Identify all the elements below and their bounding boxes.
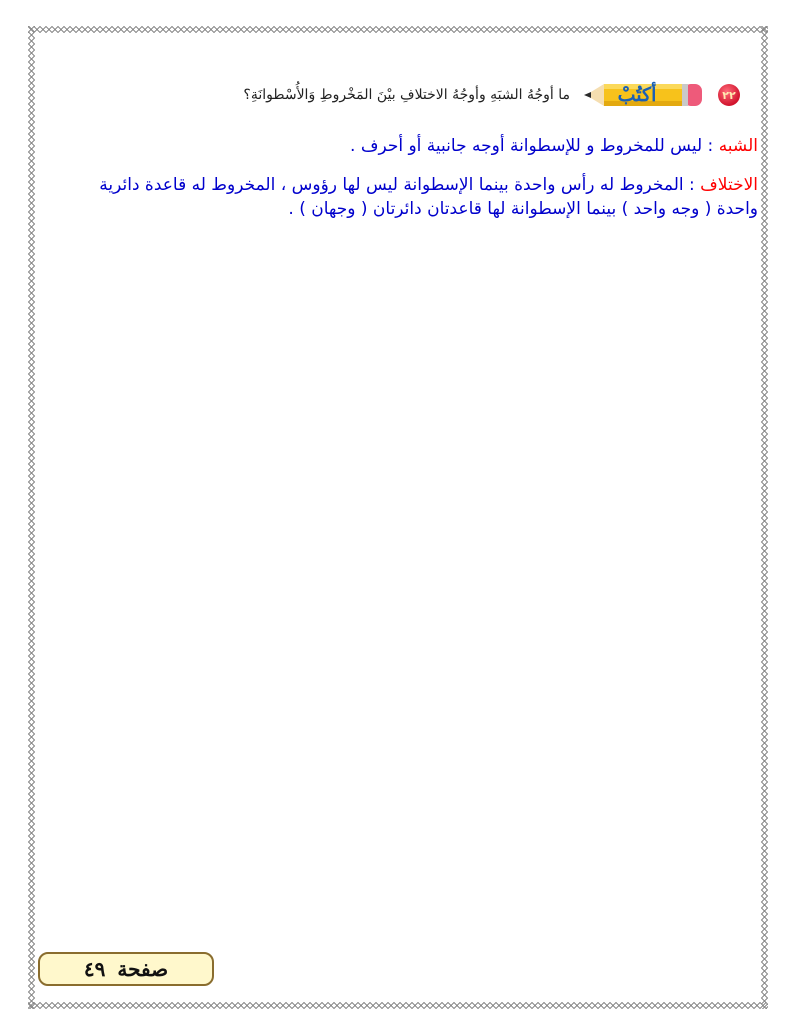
similarity-text: : ليس للمخروط و للإسطوانة أوجه جانبية أو أحرف . (350, 136, 719, 156)
difference-label: الاختلاف (700, 175, 758, 195)
write-label: أكتُبْ (617, 84, 657, 106)
question-number: ٢٢ (718, 84, 740, 106)
question-text: ما أوجُهُ الشبَهِ وأوجُهُ الاختلافِ بيْنَ المَخْروطِ وَالأُسْطوانَةِ؟ (243, 87, 570, 103)
border-bottom (28, 1002, 768, 1009)
question-header (60, 78, 740, 112)
difference-answer (58, 173, 758, 221)
page-number-box (38, 952, 214, 986)
border-left (28, 26, 35, 1009)
similarity-answer (58, 134, 758, 158)
border-right (761, 26, 768, 1009)
border-top (28, 26, 768, 33)
similarity-label: الشبه (718, 136, 758, 156)
write-pencil-badge (580, 80, 706, 110)
page-number: ٤٩ (83, 957, 106, 981)
difference-text: : المخروط له رأس واحدة بينما الإسطوانة ليس لها رؤوس ، المخروط له قاعدة دائرية واحدة ( وجه واحد ) بينما الإسطوانة لها قاعدتان دائرتان ( وجهان ) . (99, 175, 758, 219)
page-word: صفحة (117, 957, 169, 981)
